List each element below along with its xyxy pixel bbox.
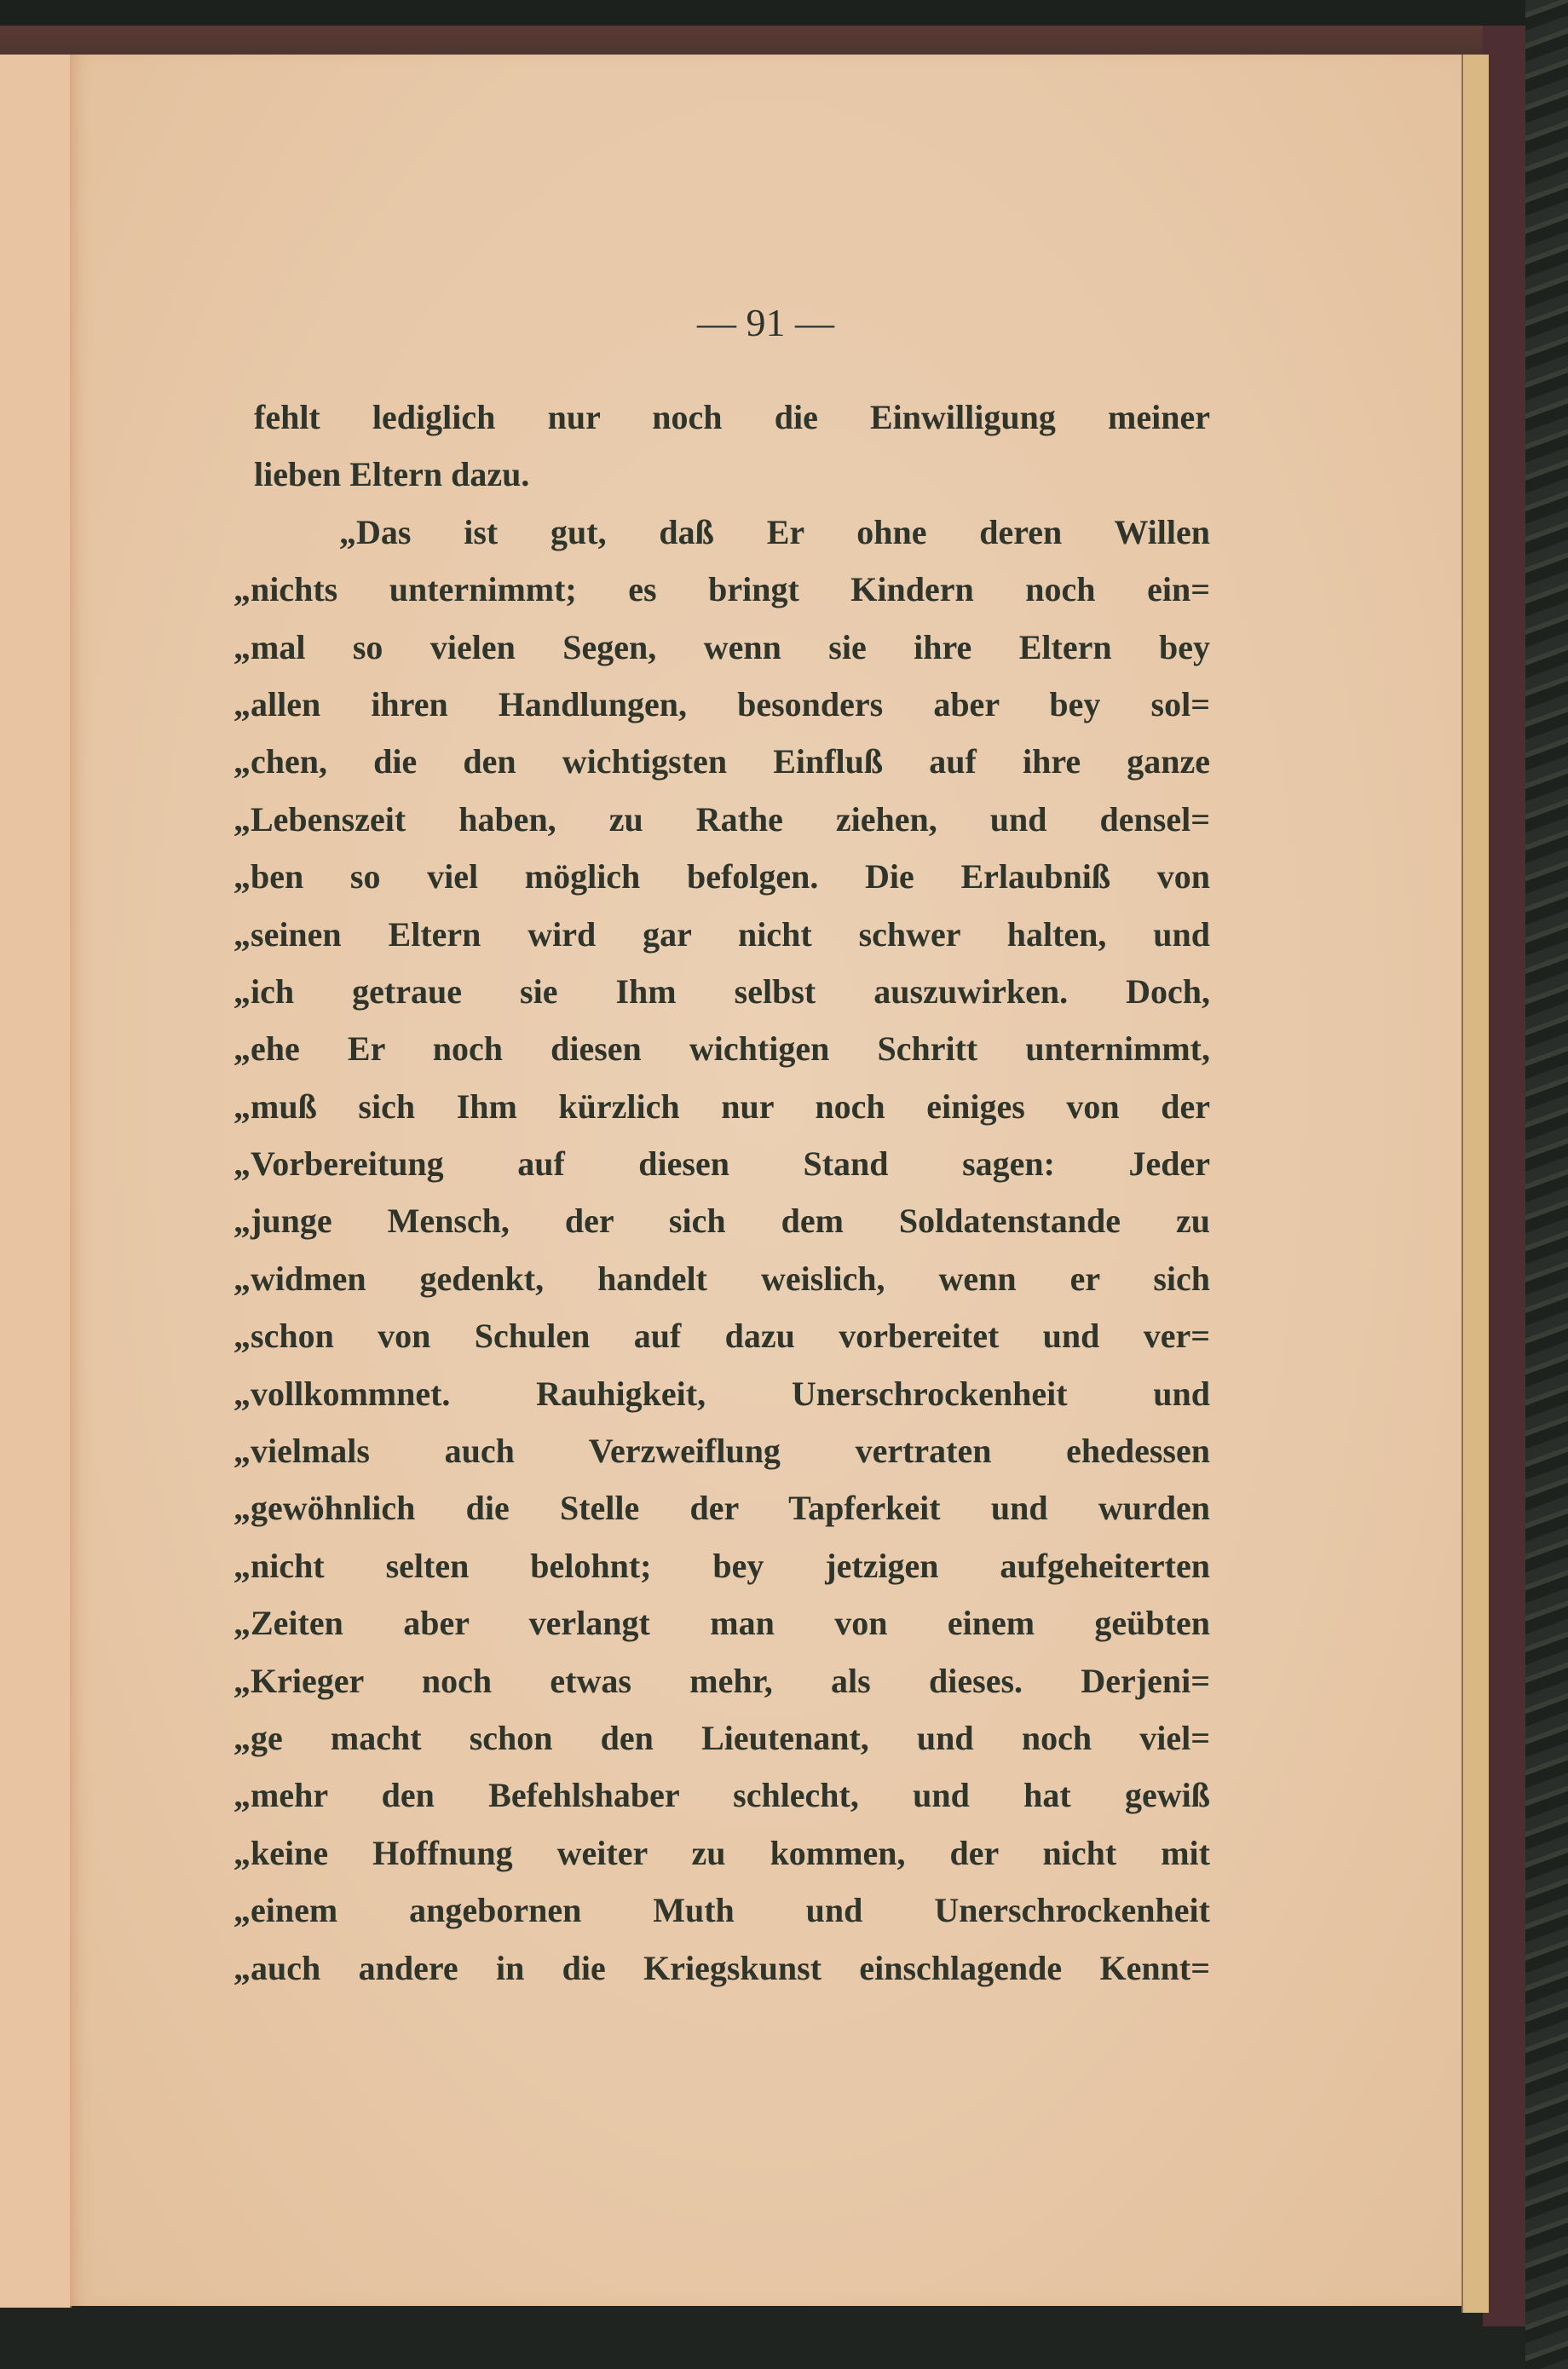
book-page <box>70 55 1461 2306</box>
page-block-edge <box>1461 55 1489 2313</box>
text-line: „mehr den Befehlshaber schlecht, und hat gewiß <box>233 1776 1210 1815</box>
text-line: „vollkommnet. Rauhigkeit, Unerschrockenheit und <box>233 1374 1210 1413</box>
text-line: „gewöhnlich die Stelle der Tapferkeit und wurden <box>233 1489 1210 1528</box>
text-line: „chen, die den wichtigsten Einfluß auf ihre ganze <box>233 742 1210 781</box>
text-line: „mal so vielen Segen, wenn sie ihre Eltern bey <box>233 627 1210 666</box>
body-text <box>233 389 1210 1997</box>
text-line: „ehe Er noch diesen wichtigen Schritt unternimmt, <box>233 1029 1210 1069</box>
text-line: „keine Hoffnung weiter zu kommen, der nicht mit <box>233 1833 1210 1872</box>
marbled-cover <box>1525 0 1568 2369</box>
text-line: „schon von Schulen auf dazu vorbereitet und ver= <box>233 1317 1210 1356</box>
text-line: „muß sich Ihm kürzlich nur noch einiges von der <box>233 1087 1210 1126</box>
text-line: „widmen gedenkt, handelt weislich, wenn er sich <box>233 1259 1210 1298</box>
text-line: „Vorbereitung auf diesen Stand sagen: Jeder <box>233 1144 1210 1184</box>
text-line: „einem angebornen Muth und Unerschrockenheit <box>233 1891 1210 1930</box>
text-line: „Lebenszeit haben, zu Rathe ziehen, und densel= <box>233 799 1210 839</box>
text-line: „nicht selten belohnt; bey jetzigen aufgeheiterten <box>233 1546 1210 1585</box>
text-line: „ge macht schon den Lieutenant, und noch viel= <box>233 1718 1210 1757</box>
text-line: „junge Mensch, der sich dem Soldatenstande zu <box>233 1202 1210 1241</box>
text-line: „seinen Eltern wird gar nicht schwer halten, und <box>233 914 1210 954</box>
text-line: „Zeiten aber verlangt man von einem geübten <box>233 1604 1210 1643</box>
page-number: — 91 — <box>697 301 834 344</box>
text-line: fehlt lediglich nur noch die Einwilligung meiner <box>254 398 1210 436</box>
text-line: „nichts unternimmt; es bringt Kindern noch ein= <box>233 570 1210 609</box>
text-line: „ben so viel möglich befolgen. Die Erlaubniß von <box>233 857 1210 896</box>
book-cover-spine-edge <box>1483 26 1530 2326</box>
book-cover-top <box>0 0 1568 55</box>
text-line: lieben Eltern dazu. <box>254 455 530 494</box>
text-line: „auch andere in die Kriegskunst einschlagende Kennt= <box>233 1948 1210 1987</box>
text-line: „Das ist gut, daß Er ohne deren Willen <box>339 512 1210 551</box>
text-line: „Krieger noch etwas mehr, als dieses. Derjeni= <box>233 1661 1210 1700</box>
text-line: „vielmals auch Verzweiflung vertraten ehedessen <box>233 1432 1210 1471</box>
facing-page <box>0 55 72 2308</box>
text-line: „ich getraue sie Ihm selbst auszuwirken. Doch, <box>233 971 1210 1011</box>
text-line: „allen ihren Handlungen, besonders aber bey sol= <box>233 684 1210 723</box>
